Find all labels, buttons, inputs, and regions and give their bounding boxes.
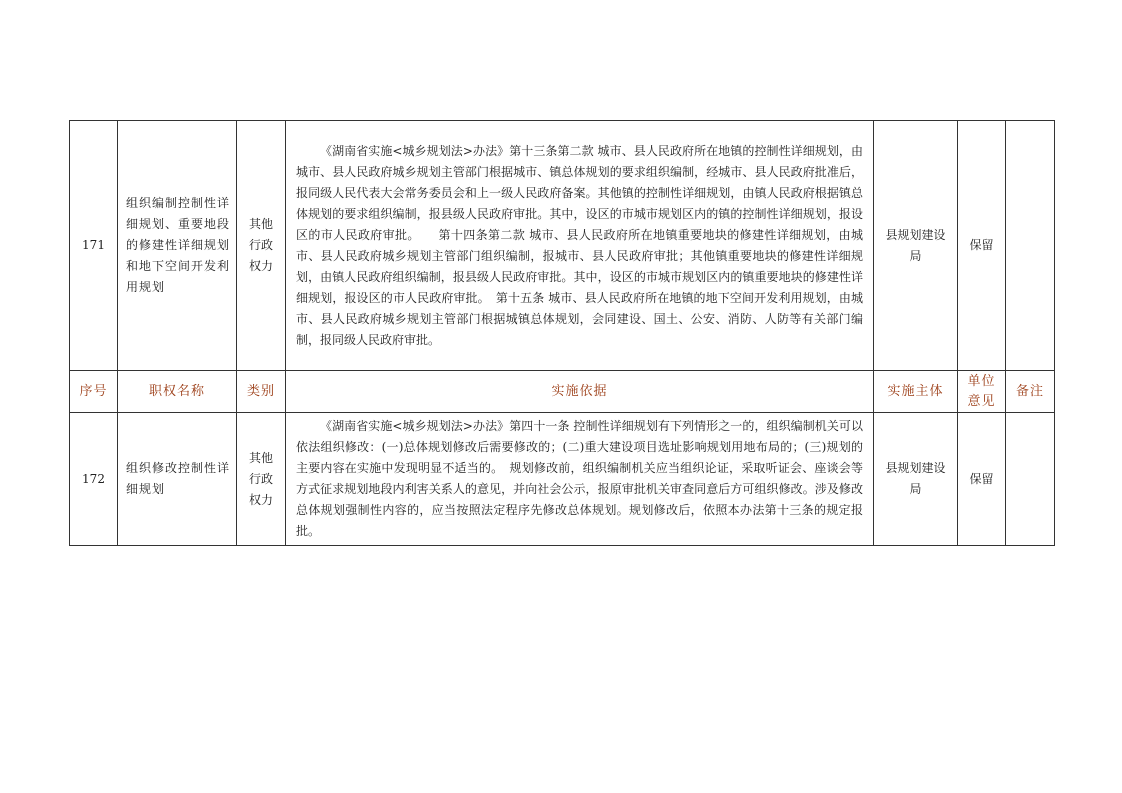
remarks <box>1006 413 1055 546</box>
power-name: 组织修改控制性详细规划 <box>118 413 237 546</box>
header-basis: 实施依据 <box>286 371 874 413</box>
power-category-text: 其他行政权力 <box>248 450 273 507</box>
row-number: 171 <box>70 121 118 371</box>
table-row <box>70 121 1055 371</box>
header-note: 备注 <box>1006 371 1055 413</box>
unit-opinion: 保留 <box>958 413 1006 546</box>
table-header-row <box>70 371 1055 413</box>
power-name: 组织编制控制性详细规划、重要地段的修建性详细规划和地下空间开发利用规划 <box>118 121 237 371</box>
row-number: 172 <box>70 413 118 546</box>
powers-table <box>69 120 1055 546</box>
header-opinion <box>958 371 1006 413</box>
implementing-body: 县规划建设局 <box>874 121 958 371</box>
power-category-text: 其他行政权力 <box>248 217 273 273</box>
unit-opinion: 保留 <box>958 121 1006 371</box>
power-category <box>237 413 286 546</box>
implementation-basis <box>286 413 874 546</box>
header-name: 职权名称 <box>118 371 237 413</box>
implementing-body: 县规划建设局 <box>874 413 958 546</box>
implementation-basis <box>286 121 874 371</box>
remarks <box>1006 121 1055 371</box>
implementation-basis-text: 《湖南省实施<城乡规划法>办法》第十三条第二款 城市、县人民政府所在地镇的控制性详细规划，由城市、县人民政府城乡规划主管部门根据城市、镇总体规划的要求组织编制，经城市、县人民政府批准后，报同级人民代表大会常务委员会和上一级人民政府备案。其他镇的控制性详细规划，由镇人民政府根据镇总体规划的要求组织编制，报县级人民政府审批。其中，设区的市城市规划区内的镇的控制性详细规划，报设区的市人民政府审批。 第十四条第二款 城市、县人民政府所在地镇重要地块的修建性详细规划，由城市、县人民政府城乡规划主管部门组织编制，报城市、县人民政府审批；其他镇重要地块的修建性详细规划，由镇人民政府组织编制，报县级人民政府审批。其中，设区的市城市规划区内的镇重要地块的修建性详细规划，报设区的市人民政府审批。 第十五条 城市、县人民政府所在地镇的地下空间开发利用规划，由城市、县人民政府城乡规划主管部门根据城镇总体规划，会同建设、国土、公安、消防、人防等有关部门编制，报同级人民政府审批。 <box>296 143 863 347</box>
header-num: 序号 <box>70 371 118 413</box>
implementation-basis-text: 《湖南省实施<城乡规划法>办法》第四十一条 控制性详细规划有下列情形之一的，组织编制机关可以依法组织修改：(一)总体规划修改后需要修改的；(二)重大建设项目选址影响规划用地布局的；(三)规划的主要内容在实施中发现明显不适当的。 规划修改前，组织编制机关应当组织论证，采取听证会、座谈会等方式征求规划地段内利害关系人的意见，并向社会公示，报原审批机关审查同意后方可组织修改。涉及修改总体规划强制性内容的，应当按照法定程序先修改总体规划。规划修改后，依照本办法第十三条的规定报批。 <box>296 419 863 538</box>
power-category <box>237 121 286 371</box>
header-category: 类别 <box>237 371 286 413</box>
header-subject: 实施主体 <box>874 371 958 413</box>
table-row <box>70 413 1055 546</box>
header-opinion-text: 单位意见 <box>967 373 996 409</box>
